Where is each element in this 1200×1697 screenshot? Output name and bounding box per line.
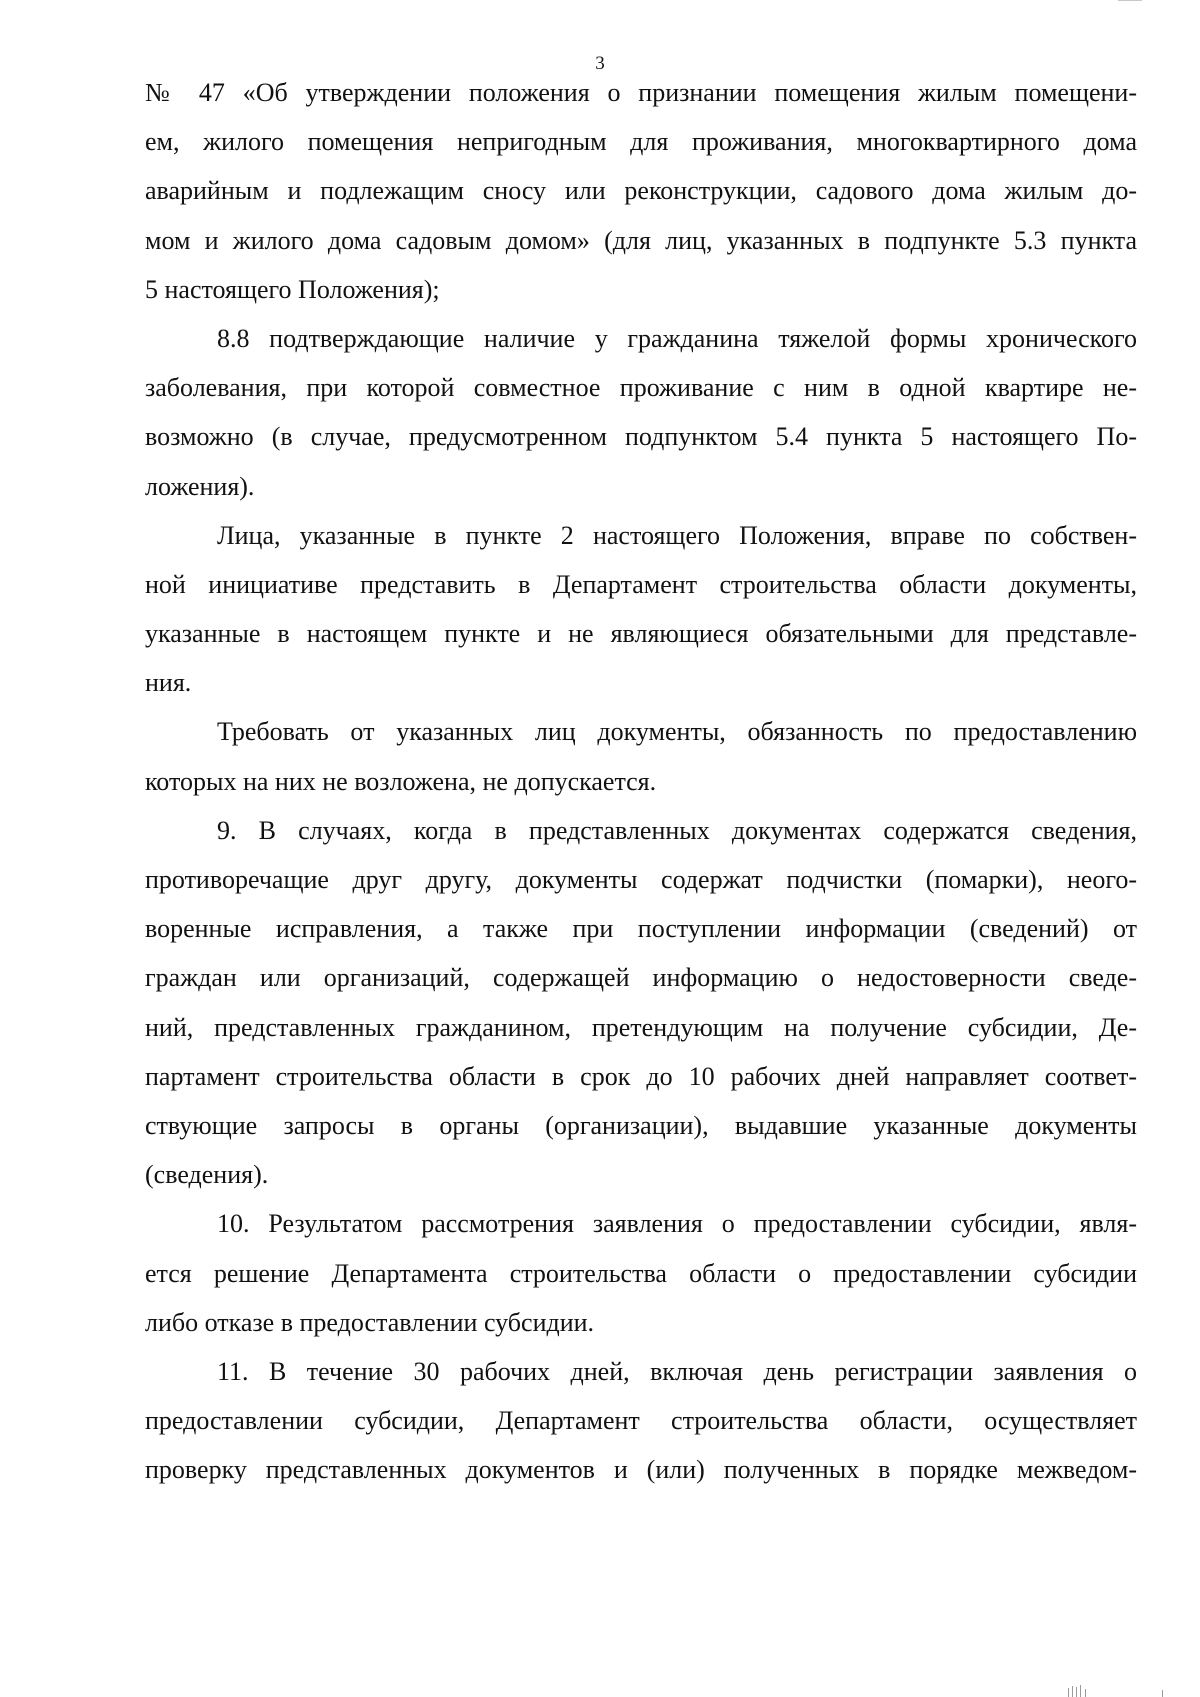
text-line: ствующие запросы в органы (организации), выдавшие указанные документы: [145, 1110, 1137, 1140]
text-line: № 47 «Об утверждении положения о признании помещения жилым помещени-: [145, 78, 1137, 107]
text-line: 11. В течение 30 рабочих дней, включая день регистрации заявления о: [217, 1356, 1137, 1386]
text-line: 9. В случаях, когда в представленных документах содержатся сведения,: [217, 815, 1137, 845]
text-line: партамент строительства области в срок до 10 рабочих дней направляет соответ-: [145, 1061, 1137, 1091]
text-line: возможно (в случае, предусмотренном подпунктом 5.4 пункта 5 настоящего По-: [145, 422, 1137, 452]
text-line: 8.8 подтверждающие наличие у гражданина тяжелой формы хронического: [217, 323, 1137, 353]
page-number: 3: [595, 53, 605, 74]
text-line: либо отказе в предоставлении субсидии.: [145, 1307, 595, 1337]
text-line: предоставлении субсидии, Департамент строительства области, осуществляет: [145, 1406, 1137, 1436]
text-line: которых на них не возложена, не допускается.: [145, 766, 657, 796]
text-line: противоречащие друг другу, документы содержат подчистки (помарки), неого-: [145, 865, 1137, 894]
text-line: Лица, указанные в пункте 2 настоящего Положения, вправе по собствен-: [217, 520, 1137, 550]
text-line: мом и жилого дома садовым домом» (для лиц, указанных в подпункте 5.3 пункта: [145, 225, 1137, 255]
text-line: граждан или организаций, содержащей информацию о недостоверности сведе-: [145, 963, 1137, 993]
scan-mark: [1162, 1690, 1163, 1697]
text-line: ложения).: [145, 471, 255, 501]
scan-mark: [1085, 1689, 1086, 1697]
scan-edge-marks: [1060, 1685, 1180, 1697]
text-line: ем, жилого помещения непригодным для проживания, многоквартирного дома: [145, 127, 1137, 157]
text-line: аварийным и подлежащим сносу или реконструкции, садового дома жилым до-: [145, 176, 1137, 206]
scan-mark: [1080, 1685, 1081, 1697]
scan-mark: [1072, 1686, 1073, 1697]
scan-corner-mark: [1118, 0, 1142, 7]
text-line: 5 настоящего Положения);: [145, 274, 440, 304]
text-line: ной инициативе представить в Департамент строительства области документы,: [145, 569, 1137, 599]
text-line: воренные исправления, а также при поступлении информации (сведений) от: [145, 914, 1137, 944]
text-line: указанные в настоящем пункте и не являющиеся обязательными для представле-: [145, 619, 1137, 649]
text-line: 10. Результатом рассмотрения заявления о предоставлении субсидии, явля-: [217, 1209, 1137, 1239]
text-line: Требовать от указанных лиц документы, обязанность по предоставлению: [217, 717, 1137, 747]
text-line: ний, представленных гражданином, претендующим на получение субсидии, Де-: [145, 1012, 1137, 1042]
document-body: [145, 68, 1137, 1494]
text-line: ния.: [145, 668, 192, 698]
text-line: проверку представленных документов и (или) полученных в порядке межведом-: [145, 1455, 1137, 1485]
text-line: заболевания, при которой совместное проживание с ним в одной квартире не-: [145, 373, 1137, 403]
scan-mark: [1076, 1687, 1077, 1697]
scan-mark: [1068, 1688, 1069, 1697]
text-line: (сведения).: [145, 1160, 269, 1190]
text-line: ется решение Департамента строительства области о предоставлении субсидии: [145, 1258, 1137, 1288]
